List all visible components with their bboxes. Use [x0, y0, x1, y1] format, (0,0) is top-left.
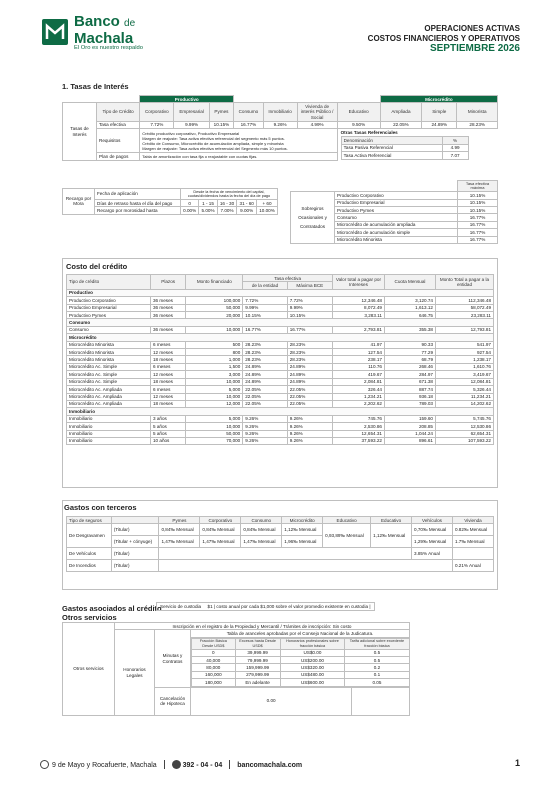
- phone-icon: [172, 760, 181, 769]
- document-header: [368, 24, 520, 54]
- otras-tasas-block: [337, 129, 497, 161]
- footer: [40, 760, 520, 769]
- section-asociados-title: Gastos asociados al crédito: [62, 604, 162, 613]
- table-row: Productivo Pymes 36 meses 20,000 10.15% 10.15% 3,283.11 646.75 23,283.11: [67, 312, 494, 319]
- costo-group-label: Consumo: [67, 319, 494, 326]
- custodia-row: [156, 602, 375, 611]
- dias-label: Días de retraso hasta el día del pago: [95, 200, 181, 207]
- table-row: Microcrédito Minorista 6 meses 500 28.23% 28.23% 41.97 90.33 541.97: [67, 341, 494, 348]
- brand-de: de: [124, 18, 136, 29]
- group-microcredito: Microcrédito: [380, 96, 497, 103]
- col-head: Simple: [422, 103, 457, 121]
- col-head: Vivienda de interés Público / Social: [297, 103, 337, 121]
- footer-address: 9 de Mayo y Rocafuerte, Machala: [52, 762, 157, 769]
- location-pin-icon: [40, 760, 49, 769]
- table-row: Inmobiliario 5 años 10,000 9.26% 9.26% 2,530.86 208.85 12,530.86: [67, 423, 494, 430]
- col-head: Pymes: [209, 103, 234, 121]
- brand-line1: Banco: [74, 13, 120, 30]
- table-row: Microcrédito Ac. Simple 18 meses 10,000 24.89% 24.89% 2,084.81 671.38 12,084.81: [67, 378, 494, 385]
- aranceles-table: Fracción Básica Desde USD$ Excesos hasta Desde USD$ Honorarios profesionales sobre fracción básica Tarifa adicional sobre excedente fracción básica 0 39,999.99 US$0.00 0.5 40,000 79,999.99 US$200.00 0.5 80,000 159,999.99 US$320.00 0.2 160,000 279,999.99 US$480.00 0.1 180,000 En adelante US$600.00 0.05: [191, 638, 410, 687]
- requisitos-text: Crédito productivo corporativo, Productivo Empresarial Margen de reajuste: Tasa activa efectiva referencial del segmento más 5 puntos. Crédito de Consumo, Microcrédito de acumulación ampliada, simple y minorista Margen de reajuste: Tasa activa efectiva referencial del Segmento más 10 puntos.: [140, 129, 337, 153]
- table-row: 180,000 En adelante US$600.00 0.05: [192, 679, 410, 686]
- table-row: Microcrédito Ac. Simple 12 meses 3,000 24.89% 24.89% 419.67 284.97 3,419.67: [67, 371, 494, 378]
- minutas-label: Minutas y Contratos: [155, 630, 191, 687]
- cancelacion-value: 0.00: [191, 687, 352, 715]
- tasa-label: Tasa efectiva: [97, 121, 140, 128]
- tasa-value: 9.26%: [263, 121, 297, 128]
- tasa-value: 24.89%: [422, 121, 457, 128]
- table-row: Microcrédito Ac. Ampliada 12 meses 10,000 22.05% 22.05% 1,234.21 936.18 11,234.21: [67, 393, 494, 400]
- otras-tasas-title: Otras Tasas Referenciales: [340, 130, 398, 136]
- inscripcion-text: Inscripción en el registro de la Propiedad y Mercantil / Trámites de inscripción: Sin costo: [115, 623, 410, 630]
- col-head: Tipo de Crédito: [97, 103, 140, 121]
- header-title-3: SEPTIEMBRE 2026: [429, 43, 520, 54]
- col-head: Educativo: [337, 103, 380, 121]
- otros-servicios-table: [62, 622, 410, 716]
- cancelacion-label: Cancelación de Hipoteca: [155, 687, 191, 715]
- sobregiros-label: Sobregiros Ocasionales y Contratados: [291, 192, 335, 244]
- vehiculos-label: De Vehículos: [67, 548, 112, 560]
- terceros-table: Tipo de seguros Pymes Corporativo Consumo Microcrédito Educativo Educativo Vehículos Vivienda De Desgravamen (Titular) 0,84‰ Mensual 0,84‰ Mensual 0,84‰ Mensual 1,12‰ Mensual 0,93,89‰ Mensual 1,12‰ Mensual 0,70‰ Mensual 0.82‰ Mensual (Titular + cónyuge) 1,47‰ Mensual 1,47‰ Mensual 1,47‰ Mensual 1,96‰ Mensual 1,29‰ Mensual 1.7‰ Mensual De Vehículos (Titular) 3.85% Anual De Incendios (Titular) 0.21% Anual: [66, 516, 494, 572]
- tasa-value: 16.77%: [234, 121, 263, 128]
- tasa-value: 9.99%: [174, 121, 209, 128]
- sobregiros-head: Tasa efectiva máxima: [458, 181, 498, 192]
- otras-tasas-table: Denominación % Tasa Pasiva Referencial 4.99 Tasa Activa Referencial 7.07: [341, 136, 469, 159]
- aranceles-title: Tabla de aranceles aprobadas por el Consejo Nacional de la Judicatura.: [191, 630, 410, 637]
- col-head: Empresarial: [174, 103, 209, 121]
- brand-line2: Machala: [74, 30, 134, 47]
- section-costo-title: Costo del crédito: [66, 262, 128, 271]
- group-productivo: Productivo: [140, 96, 234, 103]
- tasa-value: 4.99%: [297, 121, 337, 128]
- costo-group-label: Productivo: [67, 289, 494, 296]
- tasas-row-label: Tasas de Interés: [63, 103, 97, 161]
- table-row: Productivo Corporativo 36 meses 100,000 7.72% 7.72% 12,346.48 3,120.74 112,346.48: [67, 297, 494, 304]
- table-row: Microcrédito Ac. Ampliada 6 meses 5,000 22.05% 22.05% 326.44 887.74 5,326.44: [67, 386, 494, 393]
- plan-label: Plan de pagos: [97, 153, 140, 161]
- plan-text: Tabla de amortización con tasa fija o reajustable con cuotas fijas.: [140, 153, 337, 161]
- section-tasas-title: 1. Tasas de Interés: [62, 82, 129, 91]
- brand-slogan: El Oro es nuestro respaldo: [74, 45, 143, 51]
- table-row: Consumo 36 meses 10,000 16.77% 16.77% 2,793.81 355.38 12,793.81: [67, 326, 494, 333]
- tasa-value: 10.15%: [209, 121, 234, 128]
- table-row: 0 39,999.99 US$0.00 0.5: [192, 649, 410, 656]
- table-row: 160,000 279,999.99 US$480.00 0.1: [192, 671, 410, 678]
- recargo-label: Recargo por Mora: [63, 189, 95, 215]
- table-row: Microcrédito Minorista 18 meses 1,000 28.23% 28.23% 238.17 68.79 1,238.17: [67, 356, 494, 363]
- header-title-2: COSTOS FINANCIEROS Y OPERATIVOS: [367, 33, 520, 43]
- header-title-1: OPERACIONES ACTIVAS: [424, 24, 520, 33]
- table-row: Microcrédito Ac. Simple 6 meses 1,500 24.89% 24.89% 110.76 268.46 1,610.76: [67, 363, 494, 370]
- tasa-value: 7.72%: [140, 121, 174, 128]
- incendios-label: De Incendios: [67, 560, 112, 572]
- section-terceros-title: Gastos con terceros: [64, 503, 137, 512]
- recargo-table: Recargo por Mora Fecha de aplicación Desde la fecha de vencimiento del capital, cuotas/dividendos hasta la fecha del día de pago Días de retraso hasta el día del pago 0 1 - 15 16 - 30 31 - 60 + 60 Recargo por morosidad hasta 0.00% 5.00% 7.00% 9.00% 10.00%: [62, 188, 278, 215]
- bank-logo: [40, 14, 170, 62]
- table-row: 40,000 79,999.99 US$200.00 0.5: [192, 657, 410, 664]
- custodia-text: $1 | costo anual por cada $1,000 sobre el valor promedio existente en custodia |: [207, 604, 371, 609]
- page-number: 1: [514, 758, 520, 768]
- col-head: Minorista: [457, 103, 498, 121]
- table-row: Inmobiliario 3 años 5,000 9.26% 9.26% 745.76 159.60 5,745.76: [67, 415, 494, 422]
- otros-label: Otros servicios: [63, 623, 115, 716]
- table-row: Inmobiliario 10 años 70,000 9.26% 9.26% 37,593.22 896.61 107,593.22: [67, 437, 494, 444]
- tasa-value: 22.05%: [380, 121, 421, 128]
- fecha-label: Fecha de aplicación: [95, 189, 181, 200]
- tasas-table: [62, 95, 498, 161]
- table-row: Microcrédito Ac. Ampliada 18 meses 12,000 22.05% 22.05% 2,202.62 789.03 14,202.62: [67, 400, 494, 407]
- logo-mark-icon: [40, 16, 70, 46]
- table-row: Productivo Empresarial 36 meses 50,000 9.99% 9.99% 8,072.49 1,613.12 58,072.49: [67, 304, 494, 311]
- footer-phone: 392 - 04 - 04: [182, 762, 223, 769]
- col-head: Inmobiliario: [263, 103, 297, 121]
- col-head: Corporativo: [140, 103, 174, 121]
- costo-group-label: Inmobiliario: [67, 408, 494, 415]
- otros-servicios-title: Otros servicios: [62, 613, 117, 622]
- col-head: Consumo: [234, 103, 263, 121]
- sobregiros-table: Tasa efectiva máxima Sobregiros Ocasionales y Contratados Productivo Corporativo 10.15% Productivo Empresarial 10.15% Productivo Pymes 10.15% Consumo 16.77% Microcrédito de acumulación ampliada 16.77% Microcrédito de acumulación simple 16.77% Microcrédito Minorista 16.77%: [290, 180, 498, 244]
- desgravamen-label: De Desgravamen: [67, 524, 112, 548]
- table-row: Microcrédito Minorista 12 meses 800 28.23% 28.23% 127.54 77.29 927.54: [67, 349, 494, 356]
- custodia-label: Servicio de custodia: [160, 604, 202, 609]
- footer-web-link[interactable]: bancomachala.com: [237, 762, 303, 769]
- morosidad-label: Recargo por morosidad hasta: [95, 207, 181, 214]
- table-row: 80,000 159,999.99 US$320.00 0.2: [192, 664, 410, 671]
- table-row: Inmobiliario 5 años 50,000 9.26% 9.26% 12,654.31 1,044.24 62,654.31: [67, 430, 494, 437]
- col-head: Ampliada: [380, 103, 421, 121]
- costo-group-label: Microcrédito: [67, 334, 494, 341]
- requisitos-label: Requisitos: [97, 129, 140, 153]
- tasa-value: 28.23%: [457, 121, 498, 128]
- honorarios-label: Honorarios Legales: [115, 630, 155, 715]
- fecha-text: Desde la fecha de vencimiento del capital, cuotas/dividendos hasta la fecha del día de pago: [181, 189, 278, 200]
- tasa-value: 9.50%: [337, 121, 380, 128]
- costo-table: Tipo de crédito Plazos Monto financiado Tasa efectiva Valor total a pagar por Intereses Cuota Mensual Monto Total a pagar a la entidad de la entidad Máxima BCE Productivo Productivo Corporativo 36 meses 100,000 7.72% 7.72% 12,346.48 3,120.74 112,346.48 Productivo Empresarial 36 meses 50,000 9.99% 9.99% 8,072.49 1,613.12 58,072.49 Productivo Pymes 36 meses 20,000 10.15% 10.15% 3,283.11 646.75 23,283.11 Consumo Consumo 36 meses 10,000 16.77% 16.77% 2,793.81 355.38 12,793.81 Microcrédito Microcrédito Minorista 6 meses 500 28.23% 28.23% 41.97 90.33 541.97 Microcrédito Minorista 12 meses 800 28.23% 28.23% 127.54 77.29 927.54 Microcrédito Minorista 18 meses 1,000 28.23% 28.23% 238.17 68.79 1,238.17 Microcrédito Ac. Simple 6 meses 1,500 24.89% 24.89% 110.76 268.46 1,610.76 Microcrédito Ac. Simple 12 meses 3,000 24.89% 24.89% 419.67 284.97 3,419.67 Microcrédito Ac. Simple 18 meses 10,000 24.89% 24.89% 2,084.81 671.38 12,084.81 Microcrédito Ac. Ampliada 6 meses 5,000 22.05% 22.05% 326.44 887.74 5,326.44 Microcrédito Ac. Ampliada 12 meses 10,000 22.05% 22.05% 1,234.21 936.18 11,234.21 Microcrédito Ac. Ampliada 18 meses 12,000 22.05% 22.05% 2,202.62 789.03 14,202.62 Inmobiliario Inmobiliario 3 años 5,000 9.26% 9.26% 745.76 159.60 5,745.76 Inmobiliario 5 años 10,000 9.26% 9.26% 2,530.86 208.85 12,530.86 Inmobiliario 5 años 50,000 9.26% 9.26% 12,654.31 1,044.24 62,654.31 Inmobiliario 10 años 70,000 9.26% 9.26% 37,593.22 896.61 107,593.22: [66, 274, 494, 445]
